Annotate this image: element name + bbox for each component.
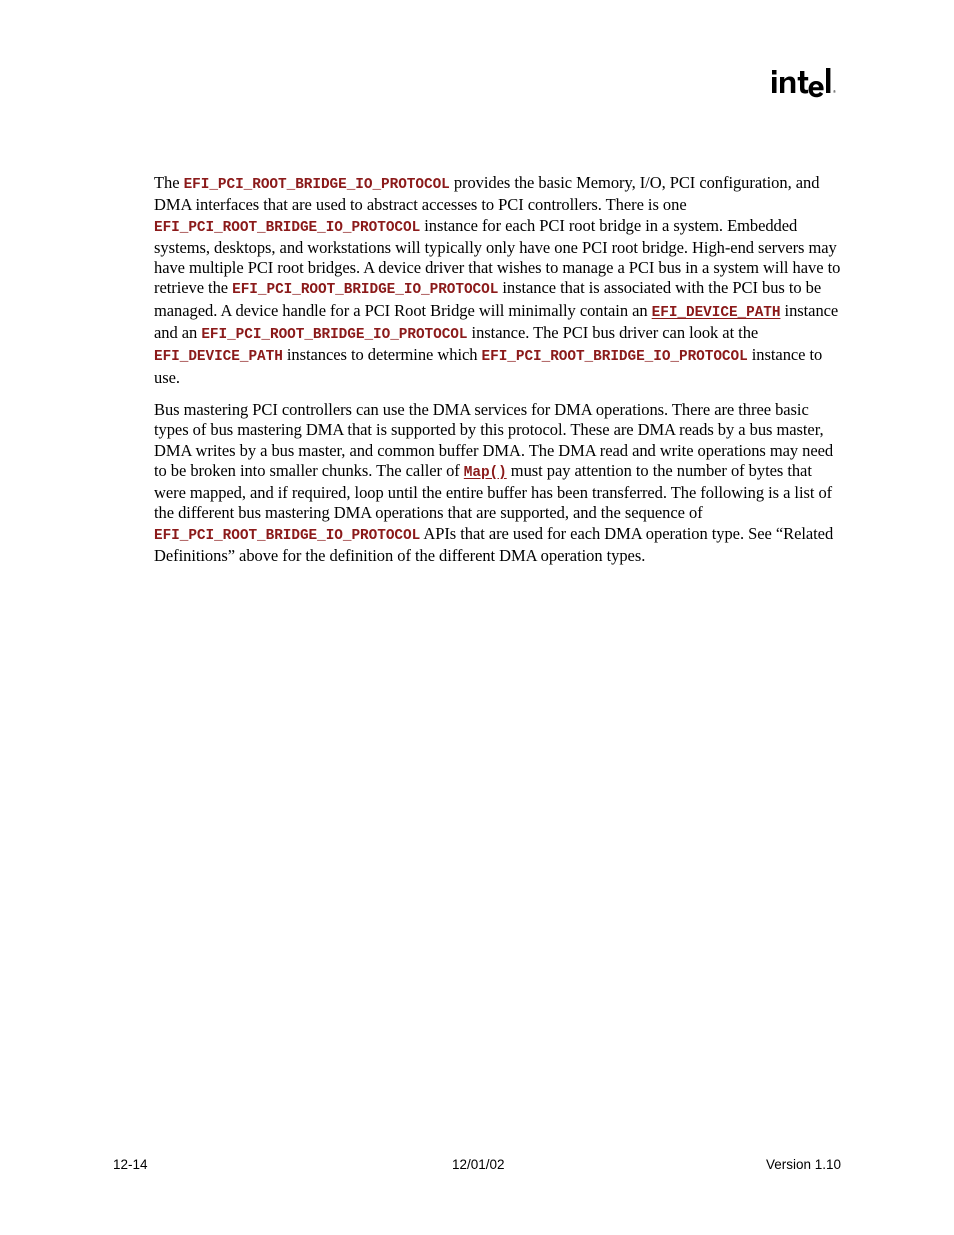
code-efi-device-path: EFI_DEVICE_PATH — [154, 349, 283, 366]
text-run: must pay attention to the number of bytes that were mapped, and if required, loop until the entire buffer has been transferred. The following is a list of the different bus mastering DMA operations that are supported, and the sequence of — [154, 460, 833, 523]
text-run: APIs that are used for each DMA operation type. See “Related Definitions” above for the definition of the different DMA operation types. — [154, 523, 834, 566]
text-run: instance. The PCI bus driver can look at the — [467, 323, 759, 343]
code-efi-pci-root-bridge-io-protocol: EFI_PCI_ROOT_BRIDGE_IO_PROTOCOL — [201, 327, 468, 344]
text-run: instance that is associated with the PCI bus to be managed. A device handle for a PCI Root Bridge will minimally contain an — [154, 278, 822, 320]
paragraph-intro — [154, 173, 844, 388]
code-efi-pci-root-bridge-io-protocol: EFI_PCI_ROOT_BRIDGE_IO_PROTOCOL — [154, 219, 421, 236]
text-run: instance for each PCI root bridge in a system. Embedded systems, desktops, and workstations will typically only have one PCI root bridge. High-end servers may have multiple PCI root bridges. A device driver that wishes to manage a PCI bus in a system will have to retrieve the — [154, 215, 841, 298]
text-run: instance to use. — [154, 345, 823, 387]
svg-text:®: ® — [833, 89, 836, 94]
code-efi-pci-root-bridge-io-protocol: EFI_PCI_ROOT_BRIDGE_IO_PROTOCOL — [154, 527, 421, 544]
paragraph-bus-mastering — [154, 400, 844, 566]
code-efi-pci-root-bridge-io-protocol: EFI_PCI_ROOT_BRIDGE_IO_PROTOCOL — [481, 349, 748, 366]
text-run: provides the basic Memory, I/O, PCI configuration, and DMA interfaces that are used to abstract accesses to PCI controllers. There is one — [154, 173, 820, 215]
link-efi-device-path[interactable]: EFI_DEVICE_PATH — [651, 304, 781, 321]
text-run: Bus mastering PCI controllers can use the DMA services for DMA operations. There are three basic types of bus mastering DMA that is supported by this protocol. These are DMA reads by a bus master, DMA writes by a bus master, and common buffer DMA. The DMA read and write operations may need to be broken into smaller chunks. The caller of — [154, 399, 834, 480]
footer-version: Version 1.10 — [765, 1157, 841, 1172]
text-run: instance and an — [154, 300, 839, 343]
intel-logo — [770, 56, 850, 104]
code-efi-pci-root-bridge-io-protocol: EFI_PCI_ROOT_BRIDGE_IO_PROTOCOL — [232, 282, 499, 299]
code-efi-pci-root-bridge-io-protocol: EFI_PCI_ROOT_BRIDGE_IO_PROTOCOL — [183, 177, 450, 193]
body-content — [154, 173, 844, 578]
footer-page-number: 12-14 — [113, 1157, 148, 1172]
footer-date: 12/01/02 — [452, 1157, 505, 1172]
link-map-function[interactable]: Map() — [463, 464, 507, 481]
text-run: The — [154, 173, 184, 192]
text-run: instances to determine which — [282, 345, 482, 365]
